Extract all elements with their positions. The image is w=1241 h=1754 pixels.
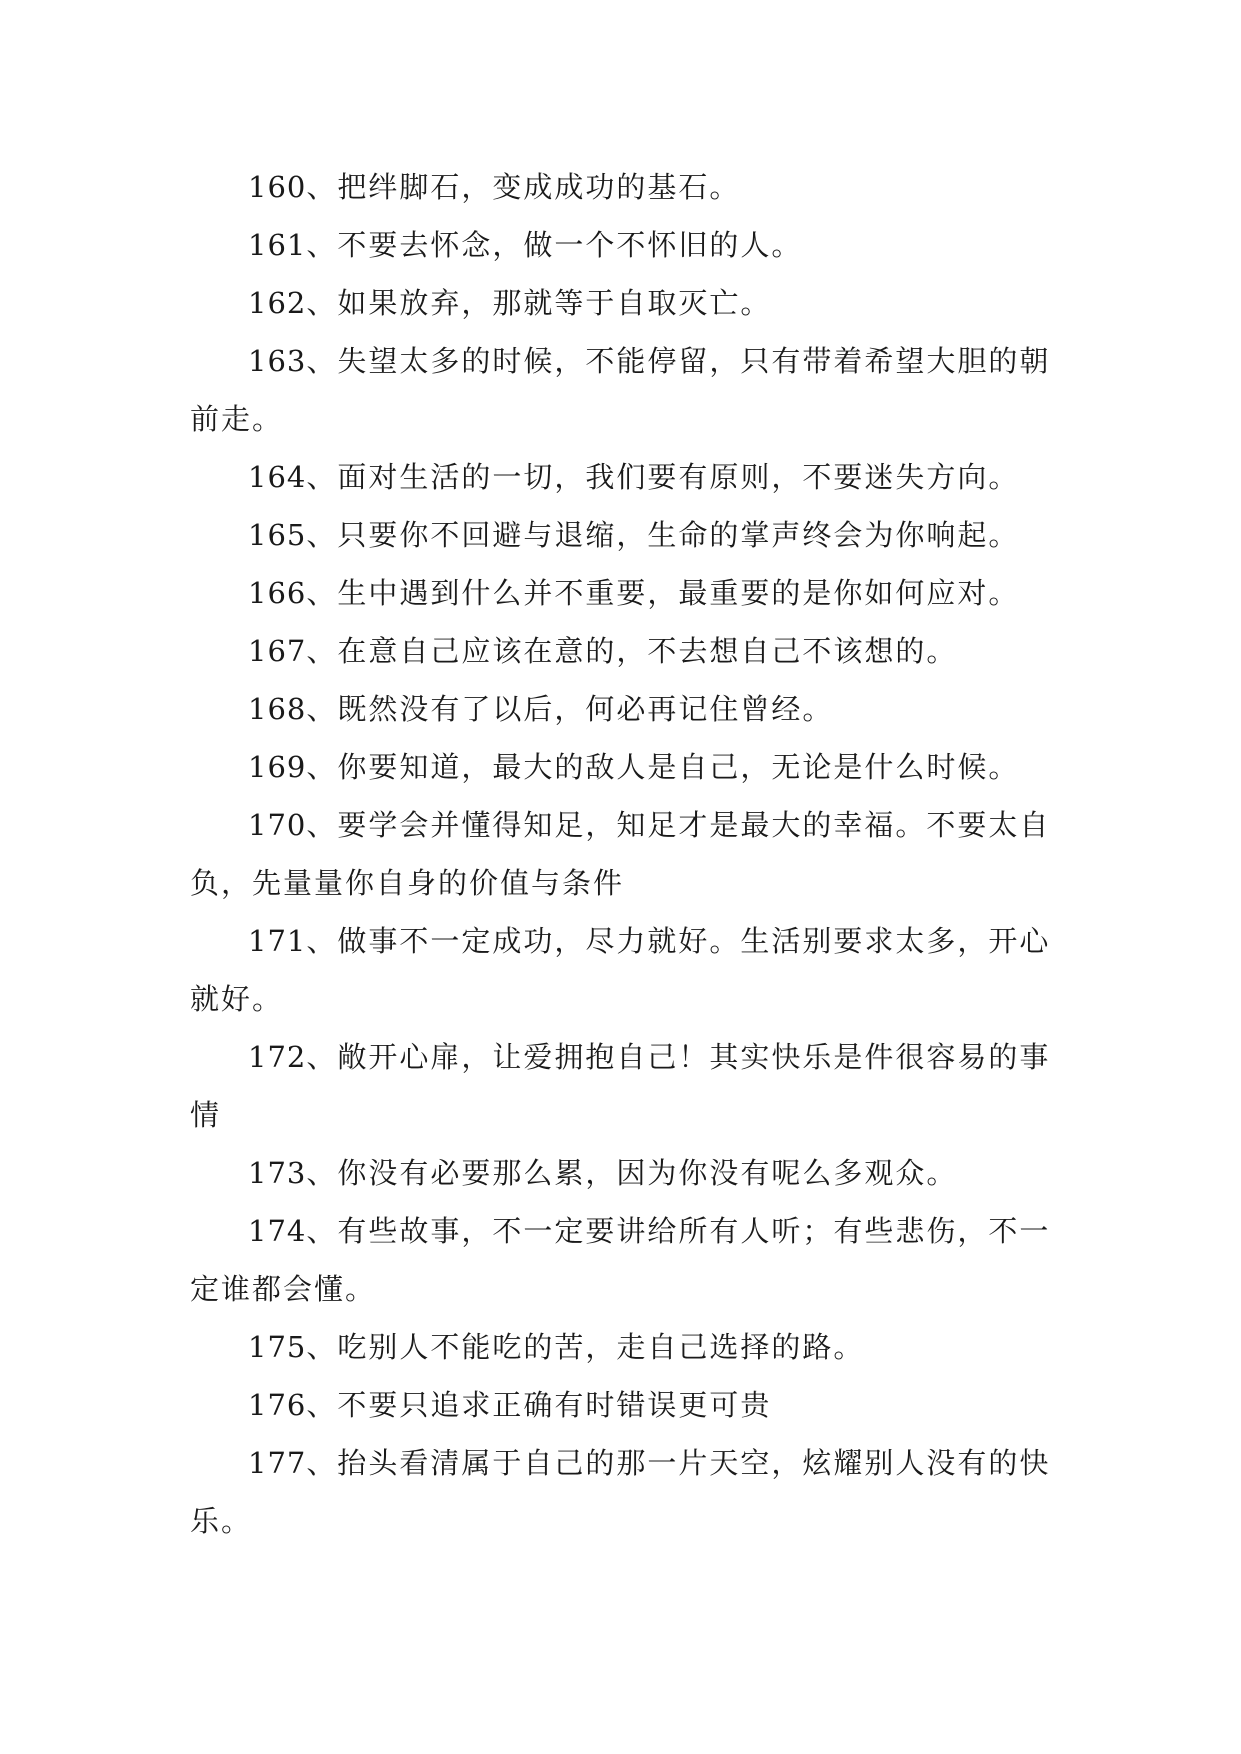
item-number: 168	[248, 692, 307, 726]
item-text: 如果放弃，那就等于自取灭亡。	[337, 286, 772, 320]
item-text: 敞开心扉，让爱拥抱自己！其实快乐是件很容易的事情	[190, 1040, 1051, 1132]
item-separator: 、	[306, 808, 338, 842]
item-number: 162	[248, 286, 307, 320]
item-text: 有些故事，不一定要讲给所有人听；有些悲伤，不一定谁都会懂。	[190, 1214, 1051, 1306]
list-item-173	[190, 1144, 1070, 1202]
item-separator: 、	[306, 460, 338, 494]
document-body	[190, 158, 1070, 1550]
item-text: 面对生活的一切，我们要有原则，不要迷失方向。	[337, 460, 1020, 494]
item-separator: 、	[306, 1040, 338, 1074]
item-separator: 、	[306, 576, 338, 610]
item-separator: 、	[306, 1214, 338, 1248]
list-item-163	[190, 332, 1070, 448]
item-number: 175	[248, 1330, 307, 1364]
item-text: 不要去怀念，做一个不怀旧的人。	[337, 228, 803, 262]
list-item-166	[190, 564, 1070, 622]
item-number: 171	[248, 924, 307, 958]
item-number: 167	[248, 634, 307, 668]
item-separator: 、	[306, 170, 338, 204]
item-number: 169	[248, 750, 307, 784]
list-item-172	[190, 1028, 1070, 1144]
item-separator: 、	[306, 228, 338, 262]
list-item-162	[190, 274, 1070, 332]
item-separator: 、	[306, 1330, 338, 1364]
list-item-170	[190, 796, 1070, 912]
item-text: 抬头看清属于自己的那一片天空，炫耀别人没有的快乐。	[190, 1446, 1051, 1538]
item-number: 160	[248, 170, 307, 204]
item-separator: 、	[306, 286, 338, 320]
item-separator: 、	[306, 518, 338, 552]
list-item-167	[190, 622, 1070, 680]
item-number: 161	[248, 228, 307, 262]
list-item-161	[190, 216, 1070, 274]
item-separator: 、	[306, 750, 338, 784]
item-number: 177	[248, 1446, 307, 1480]
item-text: 你要知道，最大的敌人是自己，无论是什么时候。	[337, 750, 1020, 784]
item-text: 吃别人不能吃的苦，走自己选择的路。	[337, 1330, 865, 1364]
item-separator: 、	[306, 344, 338, 378]
list-item-165	[190, 506, 1070, 564]
list-item-176	[190, 1376, 1070, 1434]
item-text: 失望太多的时候，不能停留，只有带着希望大胆的朝前走。	[190, 344, 1051, 436]
item-text: 你没有必要那么累，因为你没有呢么多观众。	[337, 1156, 958, 1190]
item-number: 164	[248, 460, 307, 494]
list-item-177	[190, 1434, 1070, 1550]
item-text: 不要只追求正确有时错误更可贵	[337, 1388, 772, 1422]
item-text: 把绊脚石，变成成功的基石。	[337, 170, 741, 204]
item-text: 既然没有了以后，何必再记住曾经。	[337, 692, 834, 726]
list-item-168	[190, 680, 1070, 738]
item-separator: 、	[306, 1156, 338, 1190]
item-number: 166	[248, 576, 307, 610]
list-item-160	[190, 158, 1070, 216]
item-text: 要学会并懂得知足，知足才是最大的幸福。不要太自负，先量量你自身的价值与条件	[190, 808, 1051, 900]
item-number: 163	[248, 344, 307, 378]
item-text: 生中遇到什么并不重要，最重要的是你如何应对。	[337, 576, 1020, 610]
item-text: 在意自己应该在意的，不去想自己不该想的。	[337, 634, 958, 668]
item-number: 172	[248, 1040, 307, 1074]
item-separator: 、	[306, 634, 338, 668]
item-number: 173	[248, 1156, 307, 1190]
item-number: 174	[248, 1214, 307, 1248]
item-number: 165	[248, 518, 307, 552]
item-separator: 、	[306, 1388, 338, 1422]
list-item-174	[190, 1202, 1070, 1318]
list-item-171	[190, 912, 1070, 1028]
item-separator: 、	[306, 1446, 338, 1480]
item-separator: 、	[306, 924, 338, 958]
list-item-175	[190, 1318, 1070, 1376]
list-item-169	[190, 738, 1070, 796]
item-number: 170	[248, 808, 307, 842]
item-separator: 、	[306, 692, 338, 726]
item-text: 只要你不回避与退缩，生命的掌声终会为你响起。	[337, 518, 1020, 552]
item-number: 176	[248, 1388, 307, 1422]
list-item-164	[190, 448, 1070, 506]
item-text: 做事不一定成功，尽力就好。生活别要求太多，开心就好。	[190, 924, 1051, 1016]
